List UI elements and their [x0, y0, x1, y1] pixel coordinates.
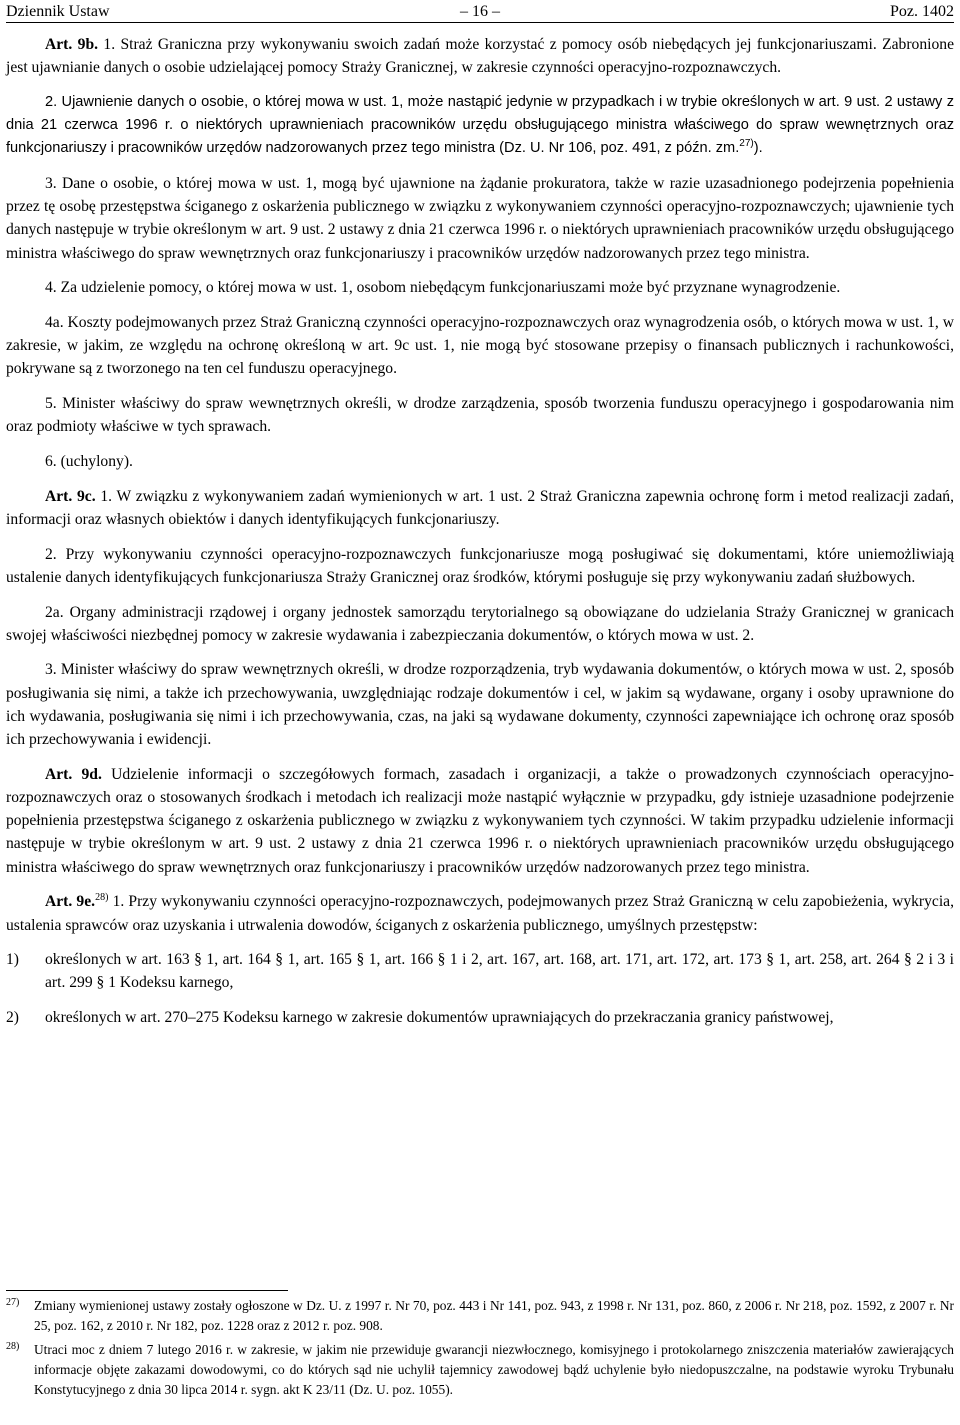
art-9e-para-1-text: 1. Przy wykonywaniu czynności operacyjno-rozpoznawczych, podejmowanych przez Straż Graniczną w celu zapobieżenia, wykrycia, ustalenia sprawców oraz uzyskania i utrwalenia dowodów, ściganych z oskarżenia publicznego, umyślnych przestępstw:: [6, 893, 954, 934]
art-9e-label: Art. 9e.: [45, 893, 96, 911]
art-9b-para-1: [6, 33, 954, 79]
art-9e-para-1: [6, 890, 954, 936]
list-item-number: 1): [6, 951, 19, 969]
art-9d-label: Art. 9d.: [45, 765, 102, 783]
header-position: Poz. 1402: [890, 3, 954, 20]
footnote-28: [6, 1340, 954, 1400]
art-9b-para-4: 4. Za udzielenie pomocy, o której mowa w ust. 1, osobom niebędącym funkcjonariuszami może być przyznane wynagrodzenie.: [45, 279, 841, 297]
art-9b-para-3: 3. Dane o osobie, o której mowa w ust. 1, mogą być ujawnione na żądanie prokuratora, także w razie uzasadnionego podejrzenia popełnienia przez tę osobę przestępstwa ściganego z oskarżenia publicznego w związku z wykonywaniem czynności operacyjno-rozpoznawczych; ujawnienie tych danych następuje w trybie określonym w art. 9 ust. 2 ustawy z dnia 21 czerwca 1996 r. o niektórych uprawnieniach pracowników urzędu obsługującego ministra właściwego do spraw wewnętrznych oraz funkcjonariuszy i pracowników urzędów nadzorowanych przez tego ministra.: [6, 175, 954, 262]
art-9d-para: [6, 763, 954, 879]
document-body: [6, 33, 954, 1041]
art-9b-para-6: 6. (uchylony).: [45, 453, 133, 471]
art-9c-label: Art. 9c.: [45, 487, 96, 505]
art-9c-para-3: 3. Minister właściwy do spraw wewnętrznych określi, w drodze rozporządzenia, tryb wydawania dokumentów, o których mowa w ust. 2, sposób posługiwania się nimi, a także ich przechowywania, uwzględniając rodzaje dokumentów i cel, w jakim są wydawane, organy i osoby uprawnione do ich wydawania, posługiwania się nimi i ich przechowywania, czas, na jaki są wydawane dokumenty, czynności zapewniające ich ochronę oraz sposób ich przechowywania i ewidencji.: [6, 661, 954, 749]
art-9c-para-1: [6, 485, 954, 531]
page-header: [6, 0, 954, 23]
list-item-text: określonych w art. 163 § 1, art. 164 § 1, art. 165 § 1, art. 166 § 1 i 2, art. 167, art. 168, art. 171, art. 172, art. 173 § 1, art. 258, art. 264 § 2 i 3 i art. 299 § 1 Kodeksu karnego,: [45, 951, 954, 992]
art-9b-para-2: [6, 91, 954, 161]
header-journal-title: Dziennik Ustaw: [6, 3, 110, 20]
header-page-number: – 16 –: [460, 3, 500, 20]
footnotes: [6, 1296, 954, 1404]
art-9b-para-2-text: 2. Ujawnienie danych o osobie, o której mowa w ust. 1, może nastąpić jedynie w przypadkach i w trybie określonych w art. 9 ust. 2 ustawy z dnia 21 czerwca 1996 r. o niektórych uprawnieniach pracowników urzędu obsługującego ministra właściwego do spraw wewnętrznych oraz funkcjonariuszy i pracowników urzędów nadzorowanych przez tego ministra (Dz. U. Nr 106, poz. 491, z późn. zm.: [6, 93, 954, 157]
list-item-number: 2): [6, 1009, 19, 1027]
art-9b-para-5: 5. Minister właściwy do spraw wewnętrznych określi, w drodze zarządzenia, sposób tworzenia funduszu operacyjnego i gospodarowania nim oraz podmioty właściwe w tych sprawach.: [6, 395, 954, 436]
footnote-number: 27): [6, 1297, 20, 1308]
art-9c-para-2: 2. Przy wykonywaniu czynności operacyjno-rozpoznawczych funkcjonariusze mogą posługiwać się dokumentami, które uniemożliwiają ustalenie danych identyfikujących funkcjonariusza Straży Granicznej oraz środków, którymi posługuje się przy wykonywaniu zadań służbowych.: [6, 545, 954, 586]
footnote-ref-27: 27): [739, 138, 754, 150]
footnote-separator: [6, 1290, 288, 1291]
art-9c-para-1-text: 1. W związku z wykonywaniem zadań wymienionych w art. 1 ust. 2 Straż Graniczna zapewnia ochronę form i metod realizacji zadań, informacji oraz własnych obiektów i danych identyfikujących funkcjonariuszy.: [6, 487, 954, 528]
art-9b-para-2-end: ).: [753, 140, 763, 157]
art-9b-label: Art. 9b.: [45, 36, 99, 53]
art-9c-para-2a: 2a. Organy administracji rządowej i organy jednostek samorządu terytorialnego są obowiązane do udzielania Straży Granicznej w granicach swojej właściwości niezbędnej pomocy w zakresie wydawania i zabezpieczania dokumentów, o których mowa w ust. 2.: [6, 603, 954, 644]
document-page: [6, 0, 954, 1425]
list-item-text: określonych w art. 270–275 Kodeksu karnego w zakresie dokumentów uprawniających do przekraczania granicy państwowej,: [45, 1009, 834, 1027]
footnote-text: Zmiany wymienionej ustawy zostały ogłoszone w Dz. U. z 1997 r. Nr 70, poz. 443 i Nr 141, poz. 943, z 1998 r. Nr 131, poz. 860, z 2006 r. Nr 218, poz. 1592, z 2007 r. Nr 25, poz. 162, z 2010 r. Nr 182, poz. 1228 oraz z 2012 r. poz. 908.: [34, 1298, 954, 1333]
footnote-text: Utraci moc z dniem 7 lutego 2016 r. w zakresie, w jakim nie przewiduje gwarancji niezwłocznego, komisyjnego i protokolarnego zniszczenia materiałów zawierających informacje objęte zakazami dowodowymi, co do których sąd nie uchylił tajemnicy zawodowej bądź uchylenie było niedopuszczalne, na podstawie wyroku Trybunału Konstytucyjnego z dnia 30 lipca 2014 r. sygn. akt K 23/11 (Dz. U. poz. 1055).: [34, 1342, 954, 1397]
list-item: [6, 1006, 954, 1029]
list-item: [6, 948, 954, 994]
footnote-number: 28): [6, 1341, 20, 1352]
art-9b-para-4a: 4a. Koszty podejmowanych przez Straż Graniczną czynności operacyjno-rozpoznawczych oraz wynagrodzenia osób, o których mowa w ust. 1, w zakresie, w jakim, ze względu na ochronę określoną w art. 9c ust. 1, nie mogą być stosowane przepisy o finansach publicznych i rachunkowości, pokrywane są z tworzonego na ten cel funduszu operacyjnego.: [6, 314, 954, 378]
art-9d-text: Udzielenie informacji o szczegółowych formach, zasadach i organizacji, a także o prowadzonych czynnościach operacyjno-rozpoznawczych oraz o stosowanych środkach i metodach ich realizacji może nastąpić wyłącznie w przypadku, gdy istnieje uzasadnione podejrzenie popełnienia przestępstwa ściganego z oskarżenia publicznego w związku z wykonywaniem tych czynności. W takim przypadku udzielenie informacji następuje w trybie określonym w art. 9 ust. 2 ustawy z dnia 21 czerwca 1996 r. o niektórych uprawnieniach pracowników urzędu obsługującego ministra właściwego do spraw wewnętrznych oraz funkcjonariuszy i pracowników urzędów nadzorowanych przez tego ministra.: [6, 765, 955, 876]
footnote-ref-28: 28): [95, 892, 109, 904]
footnote-27: [6, 1296, 954, 1336]
art-9b-para-1-text: 1. Straż Graniczna przy wykonywaniu swoich zadań może korzystać z pomocy osób niebędących jej funkcjonariuszami. Zabronione jest ujawnianie danych o osobie udzielającej pomocy Straży Granicznej, w zakresie czynności operacyjno-rozpoznawczych.: [6, 36, 954, 77]
